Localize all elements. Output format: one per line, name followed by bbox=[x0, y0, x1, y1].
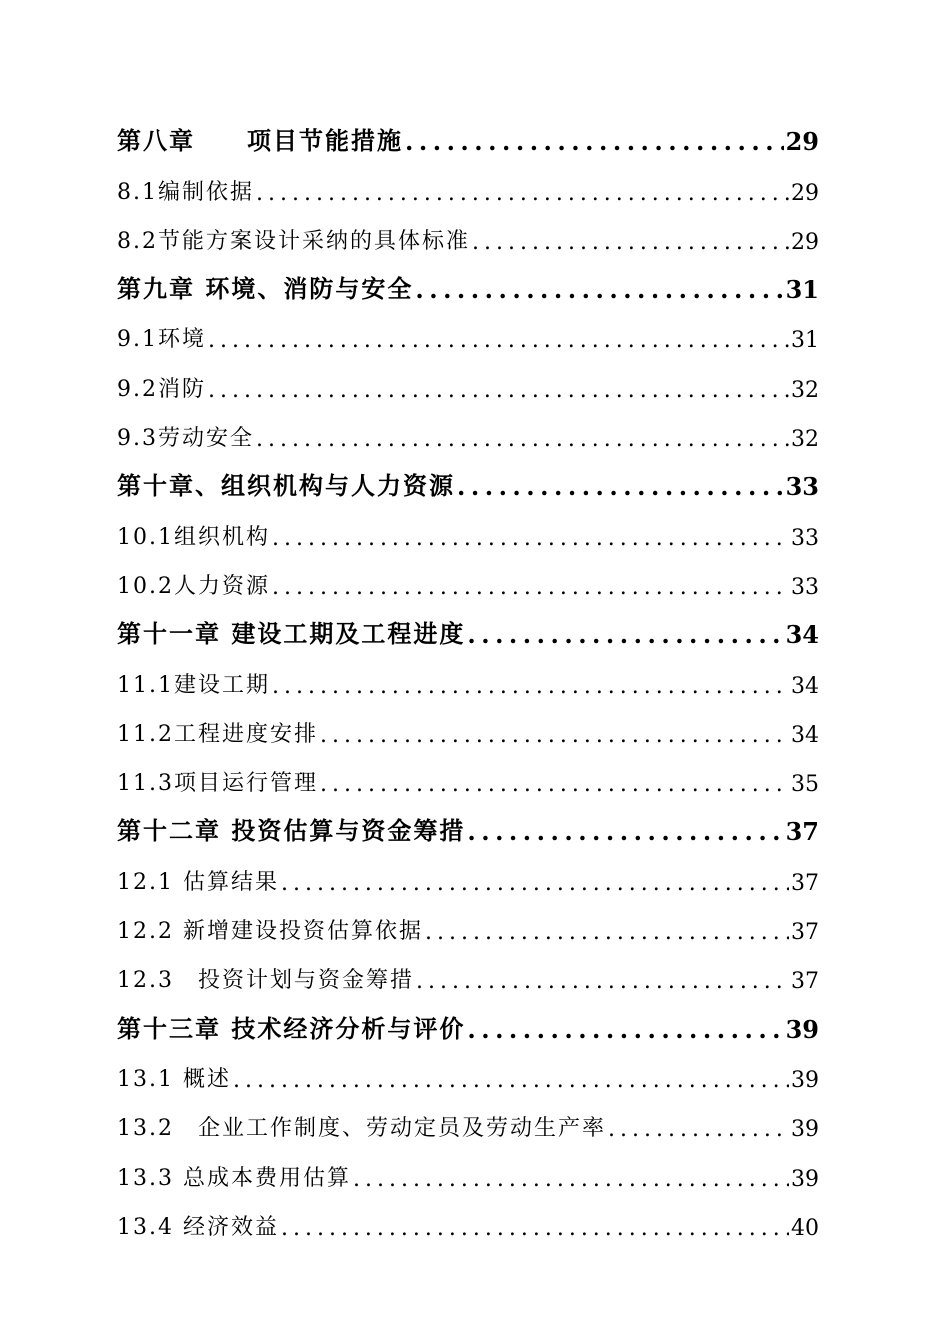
dot-leader bbox=[414, 969, 789, 994]
toc-page-number: 34 bbox=[791, 722, 819, 748]
toc-page-number: 37 bbox=[785, 817, 819, 847]
dot-leader bbox=[465, 620, 783, 649]
toc-entry-title: 12.2 新增建设投资估算依据 bbox=[117, 919, 423, 945]
toc-page-number: 32 bbox=[791, 427, 819, 453]
toc-section-entry[interactable] bbox=[117, 896, 819, 945]
toc-entry-title: 10.2人力资源 bbox=[117, 573, 270, 599]
toc-entry-title: 9.2消防 bbox=[117, 376, 206, 402]
dot-leader bbox=[470, 230, 789, 255]
toc-page-number: 32 bbox=[791, 377, 819, 403]
toc-page-number: 31 bbox=[785, 275, 819, 305]
toc-section-entry[interactable] bbox=[117, 403, 819, 452]
toc-entry-title: 13.1 概述 bbox=[117, 1066, 231, 1092]
toc-section-entry[interactable] bbox=[117, 846, 819, 895]
toc-section-entry[interactable] bbox=[117, 551, 819, 600]
toc-page-number: 37 bbox=[791, 969, 819, 995]
toc-entry-title: 第十二章 投资估算与资金筹措 bbox=[117, 816, 466, 846]
toc-chapter-entry[interactable] bbox=[117, 255, 819, 304]
toc-page-number: 39 bbox=[785, 1014, 819, 1044]
toc-entry-title: 9.3劳动安全 bbox=[117, 426, 254, 452]
dot-leader bbox=[465, 1015, 783, 1044]
toc-section-entry[interactable] bbox=[117, 1044, 819, 1093]
dot-leader bbox=[254, 181, 789, 206]
dot-leader bbox=[270, 526, 789, 551]
dot-leader bbox=[318, 772, 789, 797]
toc-chapter-entry[interactable] bbox=[117, 994, 819, 1043]
dot-leader bbox=[206, 378, 789, 403]
toc-page-number: 37 bbox=[791, 920, 819, 946]
toc-page-number: 34 bbox=[791, 673, 819, 699]
dot-leader bbox=[279, 1216, 789, 1241]
toc-entry-title: 12.1 估算结果 bbox=[117, 869, 279, 895]
toc-page-number: 34 bbox=[785, 620, 819, 650]
toc-section-entry[interactable] bbox=[117, 945, 819, 994]
toc-section-entry[interactable] bbox=[117, 1142, 819, 1191]
toc-section-entry[interactable] bbox=[117, 206, 819, 255]
toc-section-entry[interactable] bbox=[117, 304, 819, 353]
dot-leader bbox=[270, 674, 789, 699]
toc-chapter-entry[interactable] bbox=[117, 452, 819, 501]
toc-entry-title: 8.1编制依据 bbox=[117, 179, 254, 205]
dot-leader bbox=[254, 427, 789, 452]
toc-section-entry[interactable] bbox=[117, 1093, 819, 1142]
dot-leader bbox=[318, 723, 789, 748]
dot-leader bbox=[413, 275, 783, 304]
toc-page-number: 39 bbox=[791, 1166, 819, 1192]
dot-leader bbox=[351, 1167, 789, 1192]
toc-entry-title: 11.2工程进度安排 bbox=[117, 721, 318, 747]
dot-leader bbox=[403, 127, 784, 156]
toc-page-number: 33 bbox=[791, 574, 819, 600]
toc-entry-title: 第十三章 技术经济分析与评价 bbox=[117, 1013, 466, 1043]
table-of-contents bbox=[117, 107, 819, 1241]
toc-page-number: 29 bbox=[791, 229, 819, 255]
toc-page-number: 39 bbox=[791, 1067, 819, 1093]
dot-leader bbox=[279, 871, 789, 896]
toc-page-number: 40 bbox=[791, 1215, 819, 1241]
toc-page-number: 29 bbox=[791, 180, 819, 206]
toc-page-number: 37 bbox=[791, 870, 819, 896]
toc-entry-title: 第八章 项目节能措施 bbox=[117, 126, 403, 156]
toc-section-entry[interactable] bbox=[117, 1192, 819, 1241]
toc-page-number: 35 bbox=[791, 772, 819, 798]
toc-entry-title: 第九章 环境、消防与安全 bbox=[117, 274, 414, 304]
toc-entry-title: 8.2节能方案设计采纳的具体标准 bbox=[117, 228, 470, 254]
toc-entry-title: 13.4 经济效益 bbox=[117, 1214, 279, 1240]
toc-entry-title: 第十一章 建设工期及工程进度 bbox=[117, 619, 466, 649]
toc-chapter-entry[interactable] bbox=[117, 797, 819, 846]
toc-entry-title: 11.3项目运行管理 bbox=[117, 771, 318, 797]
toc-section-entry[interactable] bbox=[117, 353, 819, 402]
toc-page-number: 29 bbox=[785, 127, 819, 157]
toc-entry-title: 13.2 企业工作制度、劳动定员及劳动生产率 bbox=[117, 1116, 606, 1142]
toc-page-number: 31 bbox=[791, 328, 819, 354]
toc-entry-title: 9.1环境 bbox=[117, 327, 206, 353]
dot-leader bbox=[270, 575, 789, 600]
toc-chapter-entry[interactable] bbox=[117, 107, 819, 156]
dot-leader bbox=[465, 817, 783, 846]
toc-page-number: 33 bbox=[785, 472, 819, 502]
toc-chapter-entry[interactable] bbox=[117, 600, 819, 649]
dot-leader bbox=[231, 1068, 789, 1093]
toc-section-entry[interactable] bbox=[117, 501, 819, 550]
toc-section-entry[interactable] bbox=[117, 156, 819, 205]
toc-page-number: 33 bbox=[791, 525, 819, 551]
dot-leader bbox=[423, 920, 789, 945]
toc-entry-title: 第十章、组织机构与人力资源 bbox=[117, 471, 455, 501]
toc-section-entry[interactable] bbox=[117, 699, 819, 748]
toc-section-entry[interactable] bbox=[117, 748, 819, 797]
dot-leader bbox=[606, 1117, 789, 1142]
toc-section-entry[interactable] bbox=[117, 649, 819, 698]
dot-leader bbox=[206, 328, 789, 353]
toc-page-number: 39 bbox=[791, 1117, 819, 1143]
toc-entry-title: 11.1建设工期 bbox=[117, 672, 270, 698]
toc-entry-title: 10.1组织机构 bbox=[117, 524, 270, 550]
dot-leader bbox=[455, 472, 784, 501]
toc-entry-title: 13.3 总成本费用估算 bbox=[117, 1165, 351, 1191]
toc-entry-title: 12.3 投资计划与资金筹措 bbox=[117, 968, 414, 994]
